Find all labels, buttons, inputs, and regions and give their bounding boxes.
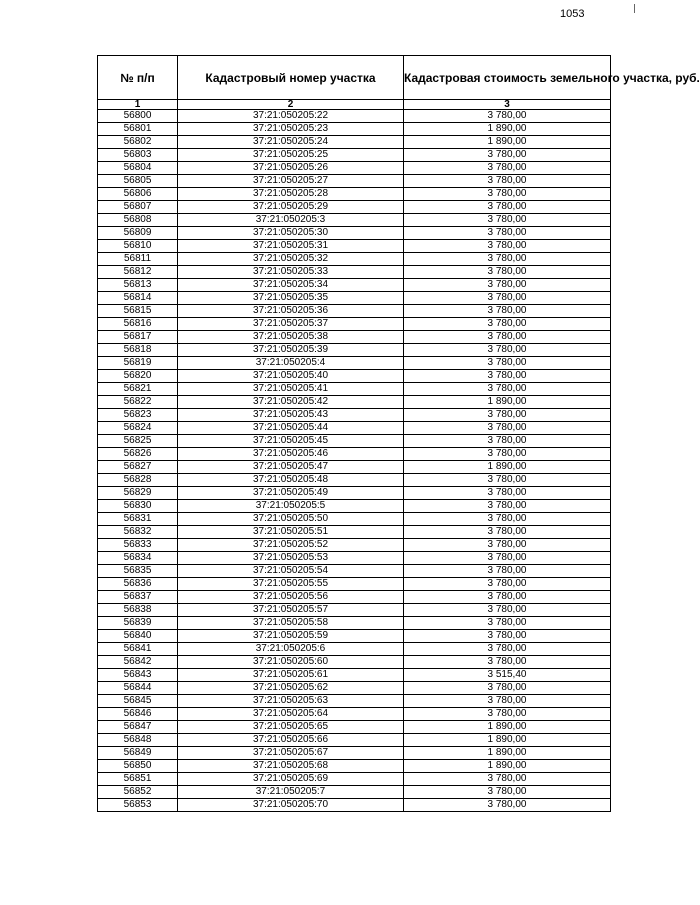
cadastral-number-cell: 37:21:050205:38 (178, 331, 404, 344)
row-number-cell: 56825 (98, 435, 178, 448)
table-row (98, 591, 611, 604)
table-row (98, 409, 611, 422)
table-row (98, 695, 611, 708)
row-number-cell: 56801 (98, 123, 178, 136)
row-number-cell: 56808 (98, 214, 178, 227)
cadastral-number-cell: 37:21:050205:53 (178, 552, 404, 565)
table-row (98, 604, 611, 617)
row-number-cell: 56826 (98, 448, 178, 461)
cadastral-number-cell: 37:21:050205:67 (178, 747, 404, 760)
cadastral-value-cell: 3 780,00 (404, 682, 611, 695)
row-number-cell: 56852 (98, 786, 178, 799)
table-row (98, 305, 611, 318)
cadastral-value-cell: 1 890,00 (404, 396, 611, 409)
cadastral-number-cell: 37:21:050205:3 (178, 214, 404, 227)
cadastral-number-cell: 37:21:050205:37 (178, 318, 404, 331)
row-number-cell: 56802 (98, 136, 178, 149)
cadastral-number-cell: 37:21:050205:35 (178, 292, 404, 305)
cadastral-value-cell: 3 780,00 (404, 435, 611, 448)
column-number-2: 2 (178, 100, 404, 110)
table-row (98, 734, 611, 747)
cadastral-value-cell: 3 780,00 (404, 266, 611, 279)
row-number-cell: 56816 (98, 318, 178, 331)
cadastral-number-cell: 37:21:050205:47 (178, 461, 404, 474)
cadastral-number-cell: 37:21:050205:4 (178, 357, 404, 370)
table-row (98, 721, 611, 734)
cadastral-value-cell: 3 780,00 (404, 656, 611, 669)
row-number-cell: 56841 (98, 643, 178, 656)
table-row (98, 617, 611, 630)
header-cadastral-value: Кадастровая стоимость земельного участка, руб. (404, 56, 611, 100)
cadastral-number-cell: 37:21:050205:44 (178, 422, 404, 435)
row-number-cell: 56844 (98, 682, 178, 695)
row-number-cell: 56843 (98, 669, 178, 682)
table-row (98, 201, 611, 214)
cadastral-value-cell: 3 780,00 (404, 708, 611, 721)
page-number: 1053 (560, 8, 585, 20)
row-number-cell: 56840 (98, 630, 178, 643)
row-number-cell: 56812 (98, 266, 178, 279)
cadastral-value-cell: 3 780,00 (404, 565, 611, 578)
cadastral-value-cell: 3 780,00 (404, 578, 611, 591)
cadastral-value-cell: 3 780,00 (404, 318, 611, 331)
cadastral-value-cell: 3 780,00 (404, 786, 611, 799)
cadastral-number-cell: 37:21:050205:26 (178, 162, 404, 175)
cadastral-value-cell: 3 780,00 (404, 357, 611, 370)
cadastral-value-cell: 3 780,00 (404, 162, 611, 175)
table-row (98, 539, 611, 552)
table-row (98, 136, 611, 149)
table-row (98, 279, 611, 292)
table-row (98, 669, 611, 682)
table-row (98, 552, 611, 565)
cadastral-number-cell: 37:21:050205:27 (178, 175, 404, 188)
row-number-cell: 56845 (98, 695, 178, 708)
table-row (98, 318, 611, 331)
cadastral-number-cell: 37:21:050205:24 (178, 136, 404, 149)
cadastral-number-cell: 37:21:050205:57 (178, 604, 404, 617)
cadastral-number-cell: 37:21:050205:34 (178, 279, 404, 292)
table-row (98, 578, 611, 591)
cadastral-number-cell: 37:21:050205:29 (178, 201, 404, 214)
cadastral-value-cell: 1 890,00 (404, 123, 611, 136)
row-number-cell: 56827 (98, 461, 178, 474)
row-number-cell: 56846 (98, 708, 178, 721)
row-number-cell: 56804 (98, 162, 178, 175)
cadastral-number-cell: 37:21:050205:65 (178, 721, 404, 734)
table-row (98, 760, 611, 773)
cadastral-value-cell: 3 515,40 (404, 669, 611, 682)
row-number-cell: 56815 (98, 305, 178, 318)
cadastral-value-cell: 3 780,00 (404, 773, 611, 786)
cadastral-number-cell: 37:21:050205:42 (178, 396, 404, 409)
cadastral-number-cell: 37:21:050205:59 (178, 630, 404, 643)
cadastral-value-cell: 3 780,00 (404, 201, 611, 214)
cadastral-number-cell: 37:21:050205:69 (178, 773, 404, 786)
cadastral-value-cell: 3 780,00 (404, 695, 611, 708)
cadastral-number-cell: 37:21:050205:49 (178, 487, 404, 500)
column-number-1: 1 (98, 100, 178, 110)
table-row (98, 747, 611, 760)
cadastral-value-cell: 3 780,00 (404, 513, 611, 526)
row-number-cell: 56807 (98, 201, 178, 214)
cadastral-value-cell: 1 890,00 (404, 136, 611, 149)
row-number-cell: 56836 (98, 578, 178, 591)
row-number-cell: 56832 (98, 526, 178, 539)
table-row (98, 682, 611, 695)
cadastral-number-cell: 37:21:050205:66 (178, 734, 404, 747)
table-row (98, 565, 611, 578)
cadastral-value-cell: 3 780,00 (404, 227, 611, 240)
table-row (98, 240, 611, 253)
table-row (98, 396, 611, 409)
cadastral-value-cell: 3 780,00 (404, 370, 611, 383)
cadastral-number-cell: 37:21:050205:6 (178, 643, 404, 656)
row-number-cell: 56848 (98, 734, 178, 747)
table-row (98, 526, 611, 539)
table-row (98, 435, 611, 448)
table-row (98, 331, 611, 344)
table-row (98, 487, 611, 500)
row-number-cell: 56800 (98, 110, 178, 123)
row-number-cell: 56835 (98, 565, 178, 578)
row-number-cell: 56824 (98, 422, 178, 435)
row-number-cell: 56828 (98, 474, 178, 487)
row-number-cell: 56805 (98, 175, 178, 188)
cadastral-value-cell: 3 780,00 (404, 604, 611, 617)
cadastral-value-cell: 1 890,00 (404, 721, 611, 734)
cadastral-value-cell: 3 780,00 (404, 422, 611, 435)
cadastral-number-cell: 37:21:050205:63 (178, 695, 404, 708)
cadastral-number-cell: 37:21:050205:23 (178, 123, 404, 136)
table-row (98, 344, 611, 357)
cadastral-number-cell: 37:21:050205:43 (178, 409, 404, 422)
cadastral-value-cell: 3 780,00 (404, 539, 611, 552)
cadastral-number-cell: 37:21:050205:28 (178, 188, 404, 201)
cadastral-number-cell: 37:21:050205:31 (178, 240, 404, 253)
cadastral-number-cell: 37:21:050205:68 (178, 760, 404, 773)
table-row (98, 292, 611, 305)
table-row (98, 500, 611, 513)
column-number-3: 3 (404, 100, 611, 110)
table-row (98, 643, 611, 656)
cadastral-value-cell: 3 780,00 (404, 448, 611, 461)
table-row (98, 630, 611, 643)
table-row (98, 656, 611, 669)
cadastral-number-cell: 37:21:050205:33 (178, 266, 404, 279)
cadastral-number-cell: 37:21:050205:41 (178, 383, 404, 396)
cadastral-value-cell: 3 780,00 (404, 240, 611, 253)
cadastral-number-cell: 37:21:050205:25 (178, 149, 404, 162)
row-number-cell: 56806 (98, 188, 178, 201)
row-number-cell: 56823 (98, 409, 178, 422)
cadastral-value-cell: 3 780,00 (404, 474, 611, 487)
table-header-row (98, 56, 611, 100)
table-row (98, 149, 611, 162)
cadastral-value-cell: 3 780,00 (404, 630, 611, 643)
row-number-cell: 56833 (98, 539, 178, 552)
cadastral-value-cell: 3 780,00 (404, 279, 611, 292)
cadastral-value-cell: 3 780,00 (404, 188, 611, 201)
column-number-row (98, 100, 611, 110)
cadastral-number-cell: 37:21:050205:55 (178, 578, 404, 591)
cadastral-value-cell: 3 780,00 (404, 526, 611, 539)
table-row (98, 422, 611, 435)
table-row (98, 474, 611, 487)
cadastral-number-cell: 37:21:050205:60 (178, 656, 404, 669)
cadastral-number-cell: 37:21:050205:48 (178, 474, 404, 487)
row-number-cell: 56818 (98, 344, 178, 357)
table-row (98, 123, 611, 136)
cadastral-value-cell: 3 780,00 (404, 214, 611, 227)
cadastral-value-cell: 3 780,00 (404, 344, 611, 357)
cadastral-value-cell: 1 890,00 (404, 747, 611, 760)
table-row (98, 162, 611, 175)
row-number-cell: 56817 (98, 331, 178, 344)
cadastral-value-table (97, 55, 700, 812)
cadastral-value-cell: 3 780,00 (404, 110, 611, 123)
cadastral-value-cell: 3 780,00 (404, 552, 611, 565)
cadastral-value-cell: 3 780,00 (404, 617, 611, 630)
cadastral-value-cell: 3 780,00 (404, 591, 611, 604)
cadastral-number-cell: 37:21:050205:22 (178, 110, 404, 123)
cadastral-number-cell: 37:21:050205:56 (178, 591, 404, 604)
cadastral-value-cell: 3 780,00 (404, 292, 611, 305)
row-number-cell: 56820 (98, 370, 178, 383)
cadastral-number-cell: 37:21:050205:5 (178, 500, 404, 513)
cadastral-value-cell: 3 780,00 (404, 253, 611, 266)
row-number-cell: 56842 (98, 656, 178, 669)
cadastral-value-cell: 3 780,00 (404, 149, 611, 162)
table-row (98, 357, 611, 370)
cadastral-number-cell: 37:21:050205:58 (178, 617, 404, 630)
cadastral-number-cell: 37:21:050205:7 (178, 786, 404, 799)
cadastral-number-cell: 37:21:050205:64 (178, 708, 404, 721)
table-row (98, 188, 611, 201)
cadastral-number-cell: 37:21:050205:54 (178, 565, 404, 578)
table-row (98, 214, 611, 227)
cadastral-value-cell: 3 780,00 (404, 500, 611, 513)
row-number-cell: 56810 (98, 240, 178, 253)
row-number-cell: 56847 (98, 721, 178, 734)
row-number-cell: 56850 (98, 760, 178, 773)
cadastral-value-cell: 1 890,00 (404, 760, 611, 773)
cadastral-value-cell: 3 780,00 (404, 331, 611, 344)
cadastral-value-cell: 3 780,00 (404, 383, 611, 396)
header-cadastral-number: Кадастровый номер участка (178, 56, 404, 100)
cadastral-value-cell: 3 780,00 (404, 409, 611, 422)
cadastral-value-cell: 3 780,00 (404, 799, 611, 812)
cadastral-value-cell: 3 780,00 (404, 643, 611, 656)
row-number-cell: 56837 (98, 591, 178, 604)
cadastral-number-cell: 37:21:050205:36 (178, 305, 404, 318)
scan-edge-mark (634, 4, 635, 13)
table-row (98, 370, 611, 383)
row-number-cell: 56829 (98, 487, 178, 500)
row-number-cell: 56809 (98, 227, 178, 240)
row-number-cell: 56831 (98, 513, 178, 526)
row-number-cell: 56803 (98, 149, 178, 162)
table-row (98, 708, 611, 721)
cadastral-number-cell: 37:21:050205:46 (178, 448, 404, 461)
cadastral-number-cell: 37:21:050205:39 (178, 344, 404, 357)
cadastral-value-cell: 3 780,00 (404, 487, 611, 500)
cadastral-number-cell: 37:21:050205:40 (178, 370, 404, 383)
cadastral-number-cell: 37:21:050205:62 (178, 682, 404, 695)
cadastral-value-cell: 3 780,00 (404, 175, 611, 188)
row-number-cell: 56830 (98, 500, 178, 513)
row-number-cell: 56813 (98, 279, 178, 292)
table-row (98, 799, 611, 812)
row-number-cell: 56851 (98, 773, 178, 786)
row-number-cell: 56822 (98, 396, 178, 409)
table-row (98, 448, 611, 461)
table-row (98, 266, 611, 279)
row-number-cell: 56849 (98, 747, 178, 760)
cadastral-value-cell: 3 780,00 (404, 305, 611, 318)
row-number-cell: 56838 (98, 604, 178, 617)
cadastral-number-cell: 37:21:050205:45 (178, 435, 404, 448)
cadastral-number-cell: 37:21:050205:30 (178, 227, 404, 240)
table-row (98, 786, 611, 799)
cadastral-number-cell: 37:21:050205:61 (178, 669, 404, 682)
cadastral-value-cell: 1 890,00 (404, 734, 611, 747)
cadastral-number-cell: 37:21:050205:50 (178, 513, 404, 526)
table-row (98, 461, 611, 474)
cadastral-number-cell: 37:21:050205:52 (178, 539, 404, 552)
cadastral-number-cell: 37:21:050205:70 (178, 799, 404, 812)
table-row (98, 513, 611, 526)
row-number-cell: 56834 (98, 552, 178, 565)
row-number-cell: 56853 (98, 799, 178, 812)
row-number-cell: 56814 (98, 292, 178, 305)
row-number-cell: 56811 (98, 253, 178, 266)
row-number-cell: 56839 (98, 617, 178, 630)
table-row (98, 773, 611, 786)
row-number-cell: 56821 (98, 383, 178, 396)
cadastral-value-cell: 1 890,00 (404, 461, 611, 474)
row-number-cell: 56819 (98, 357, 178, 370)
cadastral-number-cell: 37:21:050205:32 (178, 253, 404, 266)
table-body (98, 110, 611, 812)
table-row (98, 175, 611, 188)
table-row (98, 227, 611, 240)
table-row (98, 253, 611, 266)
cadastral-number-cell: 37:21:050205:51 (178, 526, 404, 539)
header-row-number: № п/п (98, 56, 178, 100)
table-row (98, 383, 611, 396)
table-row (98, 110, 611, 123)
